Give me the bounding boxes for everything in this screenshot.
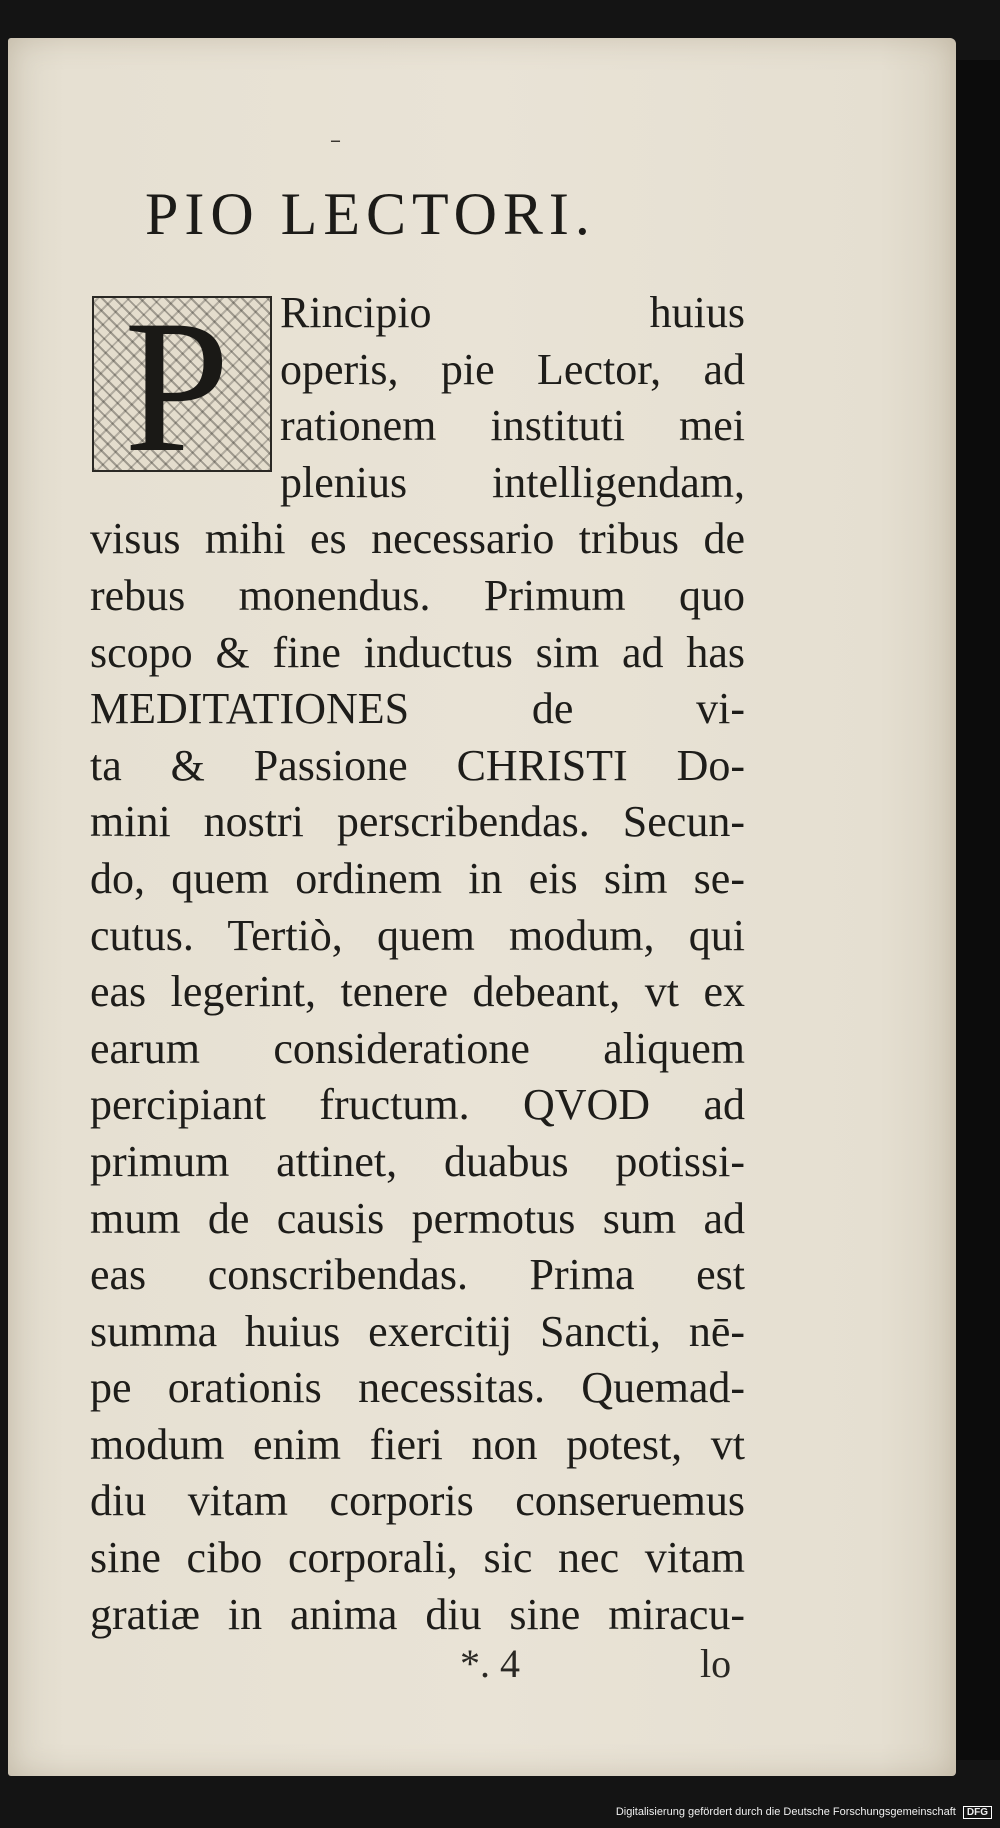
text-line: cutus. Tertiò, quem modum, qui xyxy=(90,910,745,960)
text-line: Rincipio huius xyxy=(280,288,745,337)
header-mark: – xyxy=(330,128,341,153)
signature-mark: *. 4 xyxy=(460,1641,520,1686)
text-line: scopo & fine inductus sim ad has xyxy=(90,627,745,677)
text-line: modum enim fieri non potest, vt xyxy=(90,1419,745,1469)
text-line: pe orationis necessitas. Quemad- xyxy=(90,1363,745,1413)
text-line: do, quem ordinem in eis sim se- xyxy=(90,853,745,903)
digitization-credit xyxy=(616,1806,992,1819)
text-line: rebus monendus. Primum quo xyxy=(90,570,745,620)
text-line: mini nostri perscribendas. Secun- xyxy=(90,797,745,847)
text-line: rationem instituti mei xyxy=(280,401,745,451)
dfg-logo: DFG xyxy=(963,1806,992,1819)
text-line: MEDITATIONES de vi- xyxy=(90,684,745,734)
text-line: ta & Passione CHRISTI Do- xyxy=(90,740,745,790)
text-line: percipiant fructum. QVOD ad xyxy=(90,1080,745,1130)
text-line: summa huius exercitij Sancti, nē- xyxy=(90,1306,745,1356)
text-line: eas legerint, tenere debeant, vt ex xyxy=(90,967,745,1017)
text-line: eas conscribendas. Prima est xyxy=(90,1250,745,1300)
text-line: sine cibo corporali, sic nec vitam xyxy=(90,1533,745,1583)
credit-text: Digitalisierung gefördert durch die Deutsche Forschungsgemeinschaft xyxy=(615,1806,956,1818)
book-edge xyxy=(956,60,1000,1760)
text-line: diu vitam corporis conseruemus xyxy=(90,1476,745,1526)
text-line: earum consideratione aliquem xyxy=(90,1023,745,1073)
text-line: mum de causis permotus sum ad xyxy=(90,1193,745,1243)
text-line: visus mihi es necessario tribus de xyxy=(90,514,745,564)
initial-letter-glyph: P xyxy=(124,282,230,492)
page-title: PIO LECTORI. xyxy=(145,181,596,247)
text-line: primum attinet, duabus potissi- xyxy=(90,1136,745,1186)
text-line: plenius intelligendam, xyxy=(280,457,745,507)
body-text xyxy=(90,282,745,1643)
text-line: gratiæ in anima diu sine miracu- xyxy=(90,1589,745,1639)
text-line: operis, pie Lector, ad xyxy=(280,344,745,394)
catchword: lo xyxy=(700,1641,732,1686)
